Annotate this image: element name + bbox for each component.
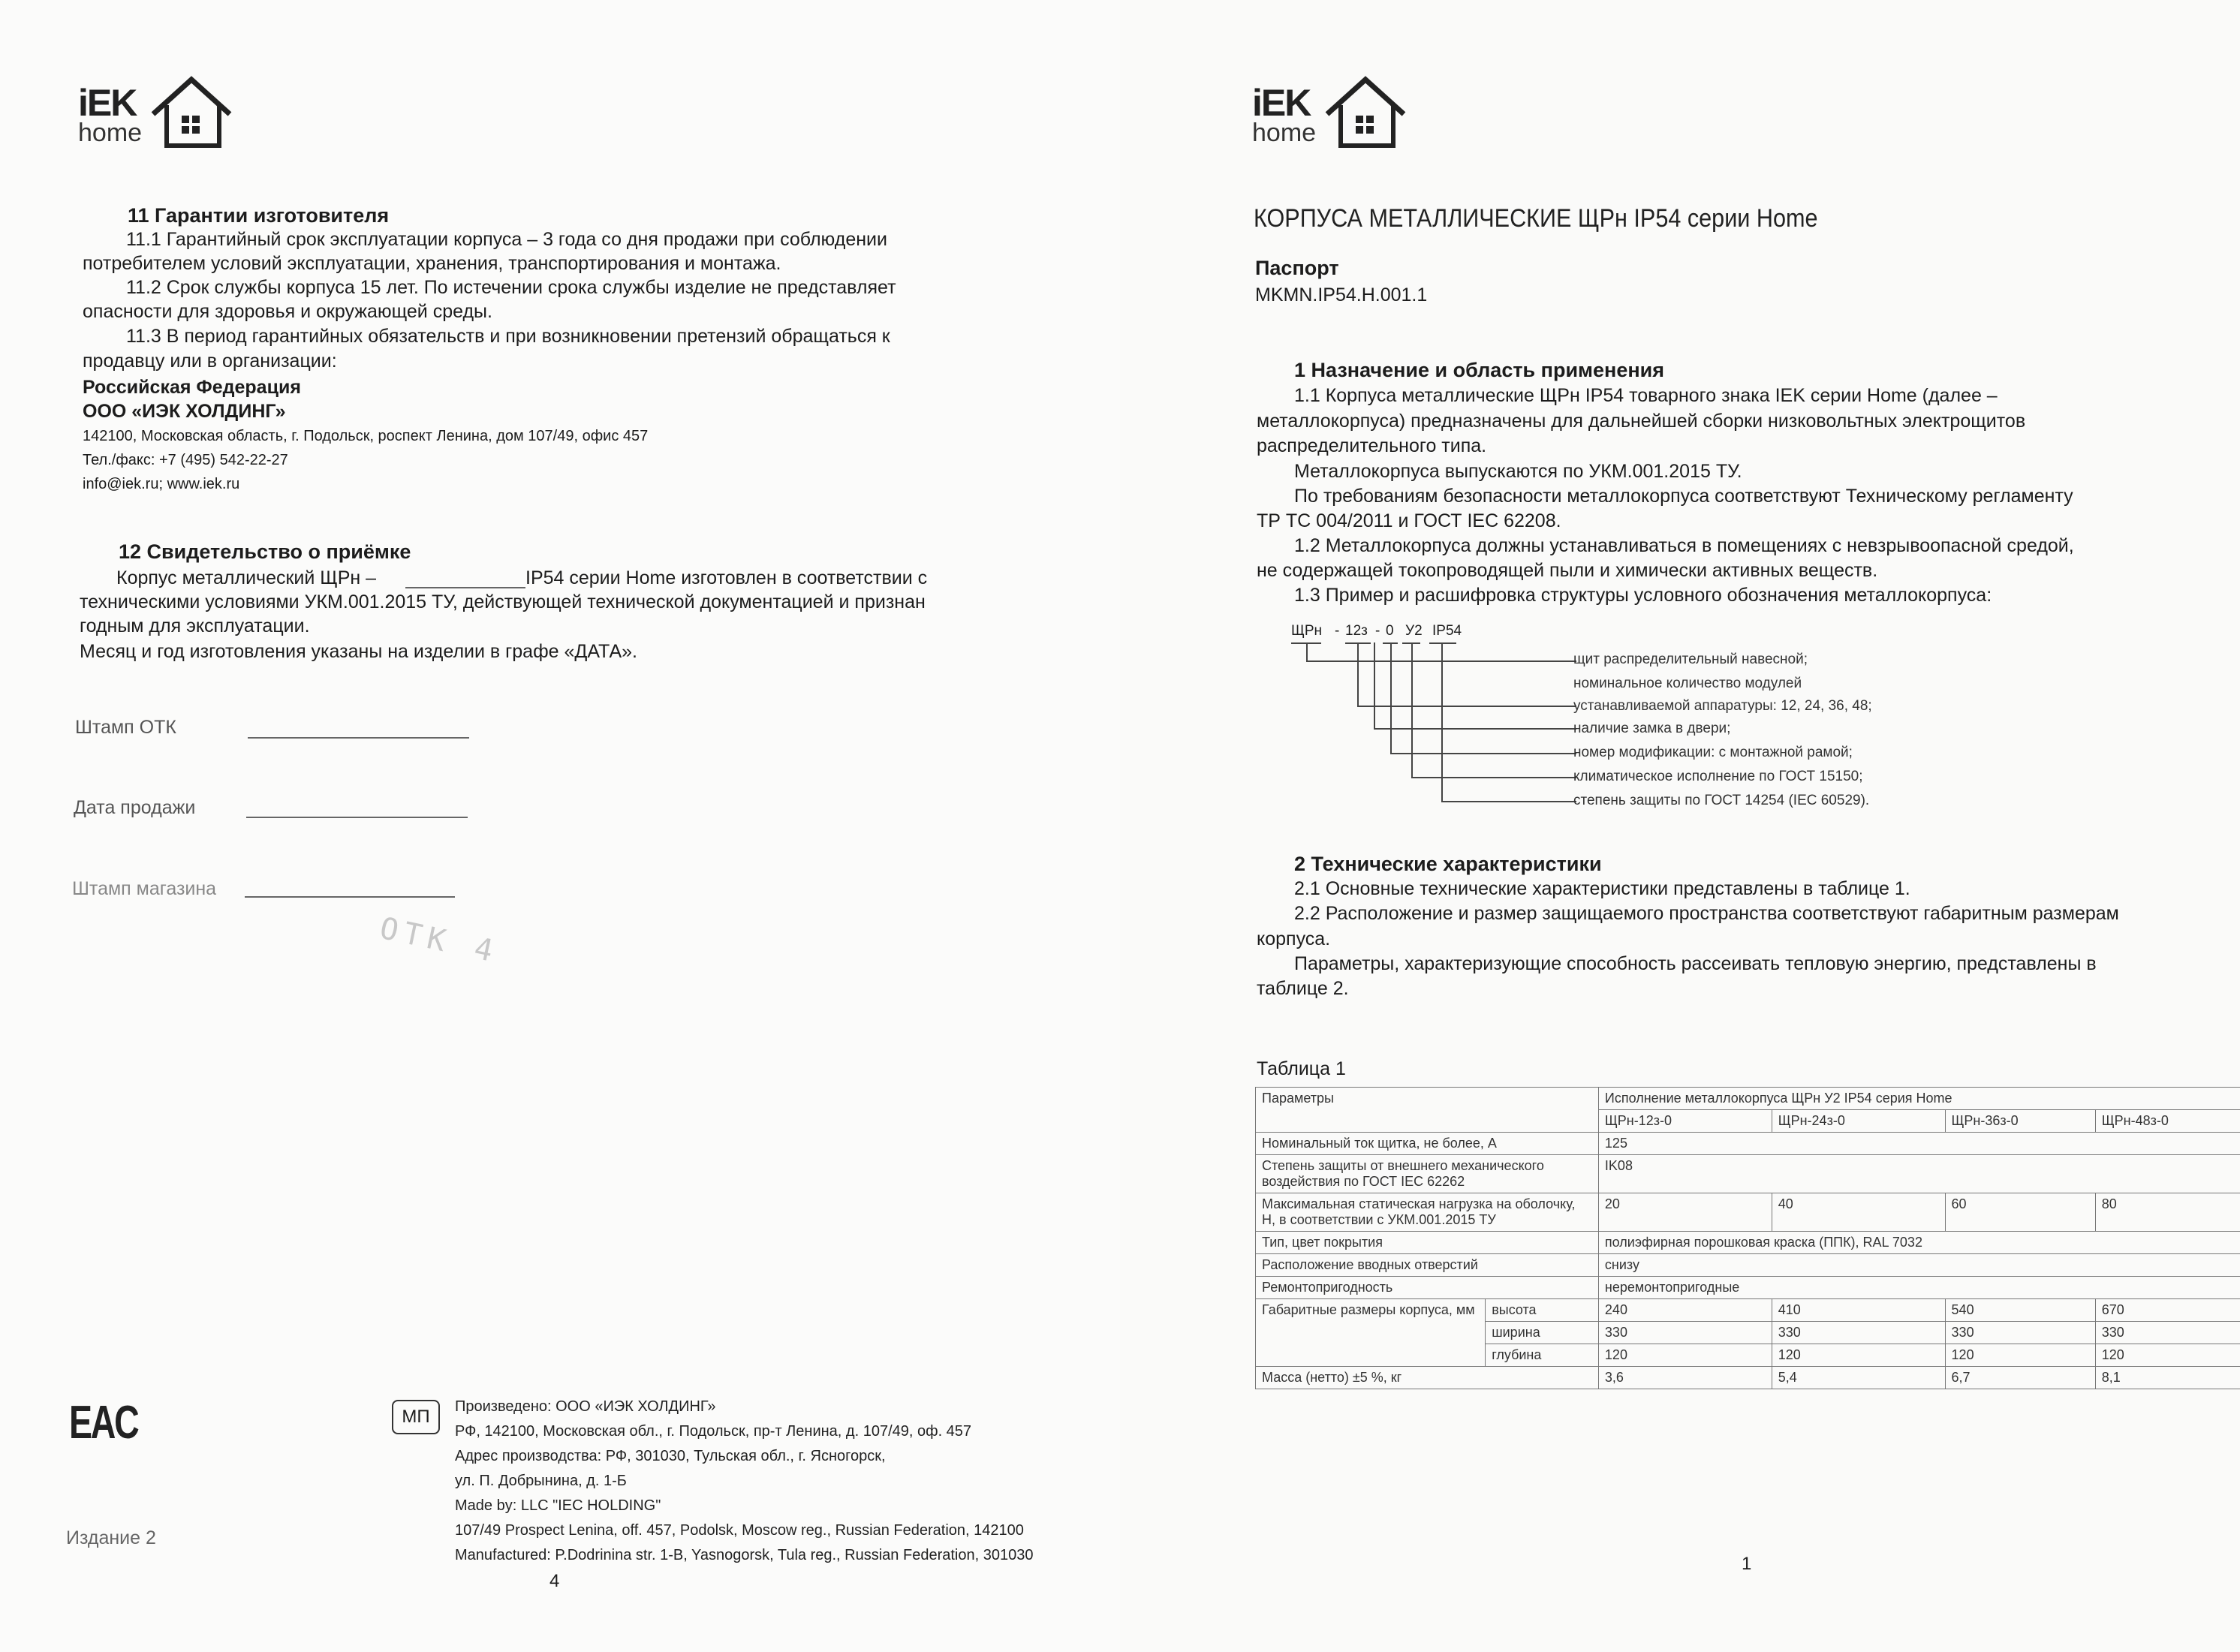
section-11-title: 11 Гарантии изготовителя xyxy=(128,204,390,227)
s1-p4b: не содержащей токопроводящей пыли и химически активных веществ. xyxy=(1257,560,1878,581)
table-row xyxy=(1256,1193,2240,1232)
designation-label: номер модификации: с монтажной рамой; xyxy=(1573,745,1853,760)
s11-p3a: 11.3 В период гарантийных обязательств и при возникновении претензий обращаться к xyxy=(126,326,890,347)
iek-home-logo xyxy=(78,75,258,165)
row-value: полиэфирная порошковая краска (ППК), RAL 7032 xyxy=(1598,1232,2240,1254)
leader-vertical xyxy=(1374,642,1375,729)
param-header: Параметры xyxy=(1256,1088,1599,1133)
model-blank-line xyxy=(405,587,525,588)
s12-l4: Месяц и год изготовления указаны на изделии в графе «ДАТА». xyxy=(80,641,638,662)
designation-label: устанавливаемой аппаратуры: 12, 24, 36, 48; xyxy=(1573,698,1872,714)
passport-code: MKMN.IP54.H.001.1 xyxy=(1255,284,1428,305)
row-value: 80 xyxy=(2095,1193,2240,1232)
edition-label: Издание 2 xyxy=(66,1527,156,1548)
s1-p2: Металлокорпуса выпускаются по УКМ.001.2015 ТУ. xyxy=(1294,461,1742,482)
right-page xyxy=(1120,0,2240,1652)
row-value: 20 xyxy=(1598,1193,1772,1232)
logo-brand: iEK xyxy=(78,82,137,124)
table-row xyxy=(1256,1155,2240,1193)
designation-part: ЩРн xyxy=(1291,623,1322,639)
designation-label: наличие замка в двери; xyxy=(1573,721,1731,736)
row-value: 670 xyxy=(2095,1299,2240,1322)
logo-sub: home xyxy=(78,119,143,147)
designation-part: IP54 xyxy=(1432,623,1462,639)
s11-web: info@iek.ru; www.iek.ru xyxy=(83,476,240,492)
s1-p1a: 1.1 Корпуса металлические ЩРн IP54 товарного знака IEK серии Home (далее – xyxy=(1294,385,1998,406)
section-1-title: 1 Назначение и область применения xyxy=(1294,359,1665,381)
designation-part: - xyxy=(1335,623,1340,639)
leader-horizontal xyxy=(1306,660,1576,662)
row-label: Расположение вводных отверстий xyxy=(1256,1254,1599,1277)
row-value: 120 xyxy=(1945,1344,2095,1367)
leader-vertical xyxy=(1306,642,1308,661)
row-label: Максимальная статическая нагрузка на оболочку, Н, в соответствии с УКМ.001.2015 ТУ xyxy=(1256,1193,1599,1232)
s11-p1a: 11.1 Гарантийный срок эксплуатации корпуса – 3 года со дня продажи при соблюдении xyxy=(126,229,887,250)
row-value: снизу xyxy=(1598,1254,2240,1277)
row-value: 330 xyxy=(1772,1322,1945,1344)
table-row xyxy=(1256,1367,2240,1389)
dim-label: ширина xyxy=(1486,1322,1599,1344)
producer-line: Manufactured: P.Dodrinina str. 1-B, Yasnogorsk, Tula reg., Russian Federation, 301030 xyxy=(455,1547,1034,1563)
designation-part: У2 xyxy=(1405,623,1423,639)
s1-p4a: 1.2 Металлокорпуса должны устанавливаться в помещениях с невзрывоопасной средой, xyxy=(1294,535,2074,556)
s11-p1b: потребителем условий эксплуатации, хранения, транспортирования и монтажа. xyxy=(83,253,781,274)
producer-line: 107/49 Prospect Lenina, off. 457, Podolsk, Moscow reg., Russian Federation, 142100 xyxy=(455,1522,1024,1539)
iek-home-logo xyxy=(1252,75,1432,165)
s2-p2b: корпуса. xyxy=(1257,928,1331,949)
exec-header: Исполнение металлокорпуса ЩРн У2 IP54 серия Home xyxy=(1598,1088,2240,1110)
house-icon xyxy=(1324,75,1407,150)
leader-horizontal xyxy=(1441,801,1576,802)
s11-country: Российская Федерация xyxy=(83,377,301,398)
row-label: Габаритные размеры корпуса, мм xyxy=(1256,1299,1486,1367)
s11-p3b: продавцу или в организации: xyxy=(83,351,337,372)
designation-code xyxy=(1291,623,1470,639)
s12-l1a: Корпус металлический ЩРн – xyxy=(116,567,377,588)
dim-label: высота xyxy=(1486,1299,1599,1322)
row-value: 3,6 xyxy=(1598,1367,1772,1389)
row-value: 120 xyxy=(2095,1344,2240,1367)
page-number-right: 1 xyxy=(1742,1554,1752,1574)
sale-date-line xyxy=(246,817,468,818)
s12-l2: техническими условиями УКМ.001.2015 ТУ, действующей технической документацией и признан xyxy=(80,591,926,612)
row-value: 240 xyxy=(1598,1299,1772,1322)
s11-org: ООО «ИЭК ХОЛДИНГ» xyxy=(83,401,286,422)
table-row xyxy=(1256,1133,2240,1155)
s2-p3b: таблице 2. xyxy=(1257,978,1349,999)
designation-label: степень защиты по ГОСТ 14254 (IEC 60529). xyxy=(1573,793,1870,808)
designation-label: номинальное количество модулей xyxy=(1573,676,1802,691)
eac-mark: EAC xyxy=(69,1397,138,1449)
leader-vertical xyxy=(1357,642,1359,706)
s1-p3a: По требованиям безопасности металлокорпуса соответствуют Техническому регламенту xyxy=(1294,486,2073,507)
s2-p2a: 2.2 Расположение и размер защищаемого пространства соответствуют габаритным размерам xyxy=(1294,903,2119,924)
s2-p3a: Параметры, характеризующие способность рассеивать тепловую энергию, представлены в xyxy=(1294,953,2097,974)
producer-line: Адрес производства: РФ, 301030, Тульская обл., г. Ясногорск, xyxy=(455,1448,886,1464)
s11-p2b: опасности для здоровья и окружающей среды. xyxy=(83,301,492,322)
model-header: ЩРн-36з-0 xyxy=(1945,1110,2095,1133)
leader-vertical xyxy=(1411,642,1413,778)
shop-stamp-label: Штамп магазина xyxy=(72,878,217,899)
section-12-title: 12 Свидетельство о приёмке xyxy=(119,540,411,563)
row-value: 60 xyxy=(1945,1193,2095,1232)
row-label: Степень защиты от внешнего механического воздействия по ГОСТ IEC 62262 xyxy=(1256,1155,1599,1193)
logo-brand: iEK xyxy=(1252,82,1311,124)
row-value: 5,4 xyxy=(1772,1367,1945,1389)
s12-l3: годным для эксплуатации. xyxy=(80,615,310,636)
row-value: неремонтопригодные xyxy=(1598,1277,2240,1299)
leader-vertical xyxy=(1390,642,1392,754)
mp-mark: МП xyxy=(392,1400,440,1434)
model-header: ЩРн-24з-0 xyxy=(1772,1110,1945,1133)
model-header: ЩРн-12з-0 xyxy=(1598,1110,1772,1133)
producer-line: РФ, 142100, Московская обл., г. Подольск, пр-т Ленина, д. 107/49, оф. 457 xyxy=(455,1423,972,1440)
otk-stamp: ОТК 4 xyxy=(376,910,502,970)
producer-line: Произведено: ООО «ИЭК ХОЛДИНГ» xyxy=(455,1398,716,1415)
designation-underline xyxy=(1429,642,1456,644)
designation-part: - xyxy=(1375,623,1380,639)
row-value: 330 xyxy=(2095,1322,2240,1344)
s11-address: 142100, Московская область, г. Подольск, роспект Ленина, дом 107/49, офис 457 xyxy=(83,428,649,444)
row-value: 330 xyxy=(1598,1322,1772,1344)
row-label: Тип, цвет покрытия xyxy=(1256,1232,1599,1254)
designation-label: климатическое исполнение по ГОСТ 15150; xyxy=(1573,769,1863,784)
row-value: 40 xyxy=(1772,1193,1945,1232)
model-header: ЩРн-48з-0 xyxy=(2095,1110,2240,1133)
passport-label: Паспорт xyxy=(1255,257,1339,279)
s12-l1b: IP54 серии Home изготовлен в соответствии с xyxy=(525,567,928,588)
dim-label: глубина xyxy=(1486,1344,1599,1367)
stamp-otk-line xyxy=(248,737,469,739)
row-label: Номинальный ток щитка, не более, А xyxy=(1256,1133,1599,1155)
row-value: 540 xyxy=(1945,1299,2095,1322)
table-row xyxy=(1256,1277,2240,1299)
row-value: 330 xyxy=(1945,1322,2095,1344)
leader-horizontal xyxy=(1390,753,1576,754)
table-row xyxy=(1256,1254,2240,1277)
table-row xyxy=(1256,1232,2240,1254)
leader-horizontal xyxy=(1357,706,1576,707)
s1-p1c: распределительного типа. xyxy=(1257,435,1487,456)
leader-horizontal xyxy=(1411,777,1576,778)
stamp-otk-label: Штамп ОТК xyxy=(75,717,176,738)
logo-sub: home xyxy=(1252,119,1317,147)
s1-p3b: ТР ТС 004/2011 и ГОСТ IEC 62208. xyxy=(1257,510,1561,531)
section-2-title: 2 Технические характеристики xyxy=(1294,853,1602,875)
table-row xyxy=(1256,1299,2240,1322)
s11-p2a: 11.2 Срок службы корпуса 15 лет. По истечении срока службы изделие не представляет xyxy=(126,277,896,298)
house-icon xyxy=(150,75,233,150)
producer-line: ул. П. Добрынина, д. 1-Б xyxy=(455,1473,627,1489)
document-title: КОРПУСА МЕТАЛЛИЧЕСКИЕ ЩРн IP54 серии Home xyxy=(1254,204,1818,233)
s1-p5: 1.3 Пример и расшифровка структуры условного обозначения металлокорпуса: xyxy=(1294,585,1992,606)
row-value: IK08 xyxy=(1598,1155,2240,1193)
s11-phone: Тел./факс: +7 (495) 542-22-27 xyxy=(83,452,288,468)
shop-stamp-line xyxy=(245,896,455,898)
designation-label: щит распределительный навесной; xyxy=(1573,651,1808,667)
row-value: 410 xyxy=(1772,1299,1945,1322)
row-value: 120 xyxy=(1772,1344,1945,1367)
table-caption: Таблица 1 xyxy=(1257,1058,1346,1079)
row-value: 125 xyxy=(1598,1133,2240,1155)
designation-part: 0 xyxy=(1386,623,1394,639)
sale-date-label: Дата продажи xyxy=(74,797,196,818)
page-number-left: 4 xyxy=(549,1571,560,1591)
row-label: Ремонтопригодность xyxy=(1256,1277,1599,1299)
table-row xyxy=(1256,1088,2240,1110)
leader-horizontal xyxy=(1374,728,1576,730)
row-value: 6,7 xyxy=(1945,1367,2095,1389)
spec-table xyxy=(1255,1087,2240,1389)
producer-block xyxy=(455,1395,1033,1568)
row-value: 8,1 xyxy=(2095,1367,2240,1389)
row-label: Масса (нетто) ±5 %, кг xyxy=(1256,1367,1599,1389)
producer-line: Made by: LLC "IEC HOLDING" xyxy=(455,1497,661,1514)
designation-part: 12з xyxy=(1345,623,1368,639)
s1-p1b: металлокорпуса) предназначены для дальнейшей сборки низковольтных электрощитов xyxy=(1257,411,2026,432)
row-value: 120 xyxy=(1598,1344,1772,1367)
s2-p1: 2.1 Основные технические характеристики представлены в таблице 1. xyxy=(1294,878,1910,899)
